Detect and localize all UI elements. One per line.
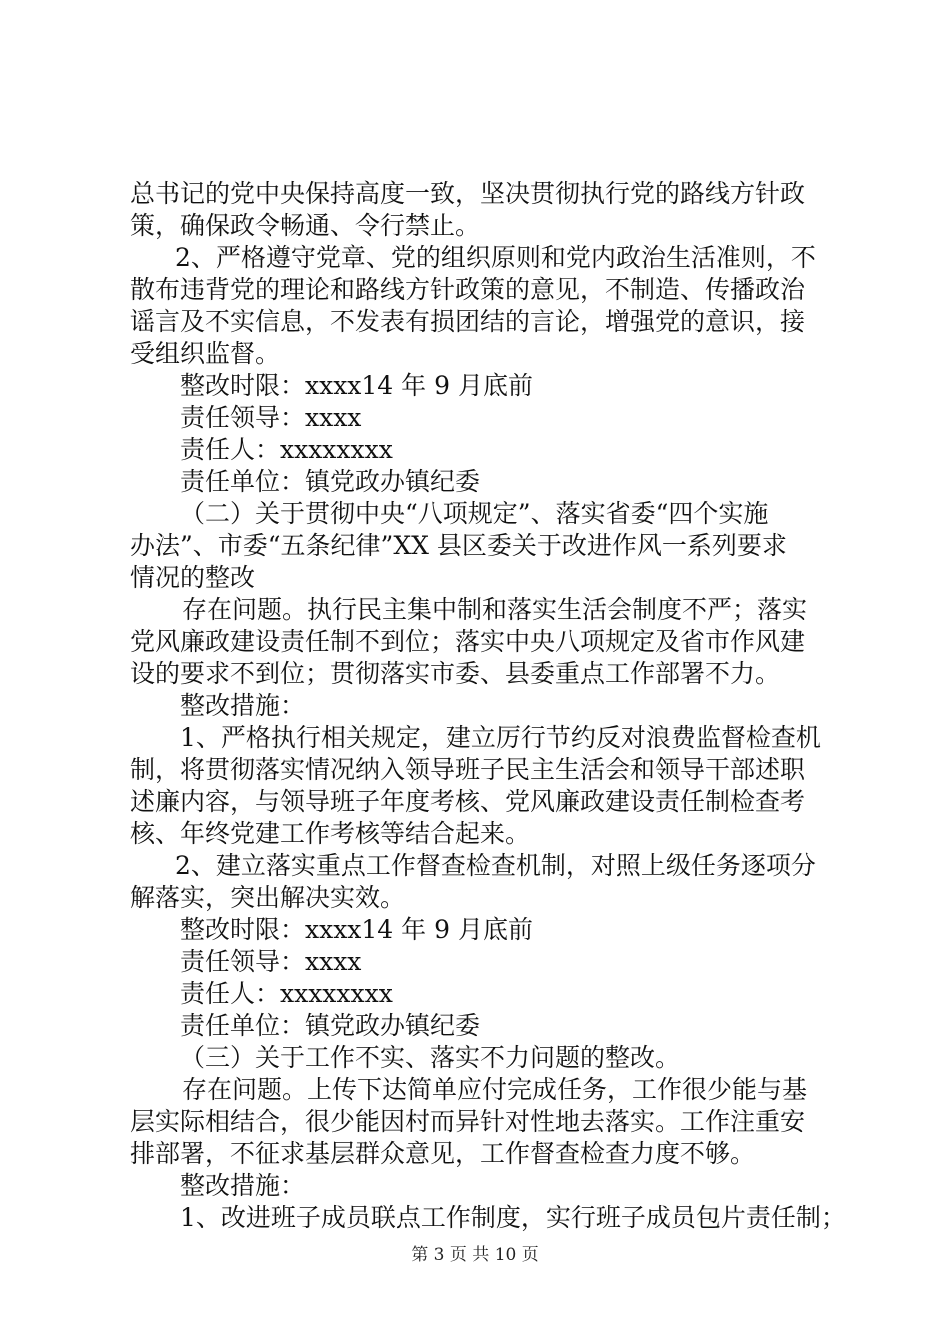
text-line: 谣言及不实信息，不发表有损团结的言论，增强党的意识，接 (130, 307, 806, 336)
text-line: 散布违背党的理论和路线方针政策的意见，不制造、传播政治 (130, 275, 806, 304)
text-line: 策，确保政令畅通、令行禁止。 (130, 211, 481, 240)
text-line: 总书记的党中央保持高度一致，坚决贯彻执行党的路线方针政 (130, 179, 806, 208)
text-line: 整改措施： (180, 691, 306, 720)
text-line: 责任单位：镇党政办镇纪委 (180, 1011, 481, 1040)
text-line: 层实际相结合，很少能因村而异针对性地去落实。工作注重安 (130, 1107, 806, 1136)
text-line: 1、改进班子成员联点工作制度，实行班子成员包片责任制； (180, 1203, 846, 1232)
text-line: 解落实，突出解决实效。 (130, 883, 406, 912)
text-line: 制，将贯彻落实情况纳入领导班子民主生活会和领导干部述职 (130, 755, 806, 784)
text-line: 责任人：xxxxxxxx (180, 435, 393, 464)
section-heading: 情况的整改 (130, 563, 256, 592)
text-line: 责任人：xxxxxxxx (180, 979, 393, 1008)
text-line: 存在问题。执行民主集中制和落实生活会制度不严；落实 (182, 595, 808, 624)
section-heading: （三）关于工作不实、落实不力问题的整改。 (180, 1043, 681, 1072)
text-line: 整改措施： (180, 1171, 306, 1200)
text-line: 受组织监督。 (130, 339, 281, 368)
text-line: 存在问题。上传下达简单应付完成任务，工作很少能与基 (182, 1075, 808, 1104)
text-line: 2、建立落实重点工作督查检查机制，对照上级任务逐项分 (175, 851, 816, 880)
text-line: 设的要求不到位；贯彻落实市委、县委重点工作部署不力。 (130, 659, 781, 688)
text-line: 责任单位：镇党政办镇纪委 (180, 467, 481, 496)
text-line: 责任领导：xxxx (180, 403, 362, 432)
page-number-footer: 第 3 页 共 10 页 (411, 1245, 539, 1265)
text-line: 整改时限：xxxx14 年 9 月底前 (180, 915, 533, 944)
section-heading: （二）关于贯彻中央“八项规定”、落实省委“四个实施 (180, 499, 769, 528)
text-line: 责任领导：xxxx (180, 947, 362, 976)
text-line: 排部署，不征求基层群众意见，工作督查检查力度不够。 (130, 1139, 756, 1168)
text-line: 整改时限：xxxx14 年 9 月底前 (180, 371, 533, 400)
text-line: 核、年终党建工作考核等结合起来。 (130, 819, 531, 848)
text-line: 1、严格执行相关规定，建立厉行节约反对浪费监督检查机 (180, 723, 821, 752)
text-line: 党风廉政建设责任制不到位；落实中央八项规定及省市作风建 (130, 627, 806, 656)
section-heading: 办法”、市委“五条纪律”XX 县区委关于改进作风一系列要求 (130, 531, 787, 560)
text-line: 述廉内容，与领导班子年度考核、党风廉政建设责任制检查考 (130, 787, 806, 816)
text-line: 2、严格遵守党章、党的组织原则和党内政治生活准则，不 (175, 243, 816, 272)
